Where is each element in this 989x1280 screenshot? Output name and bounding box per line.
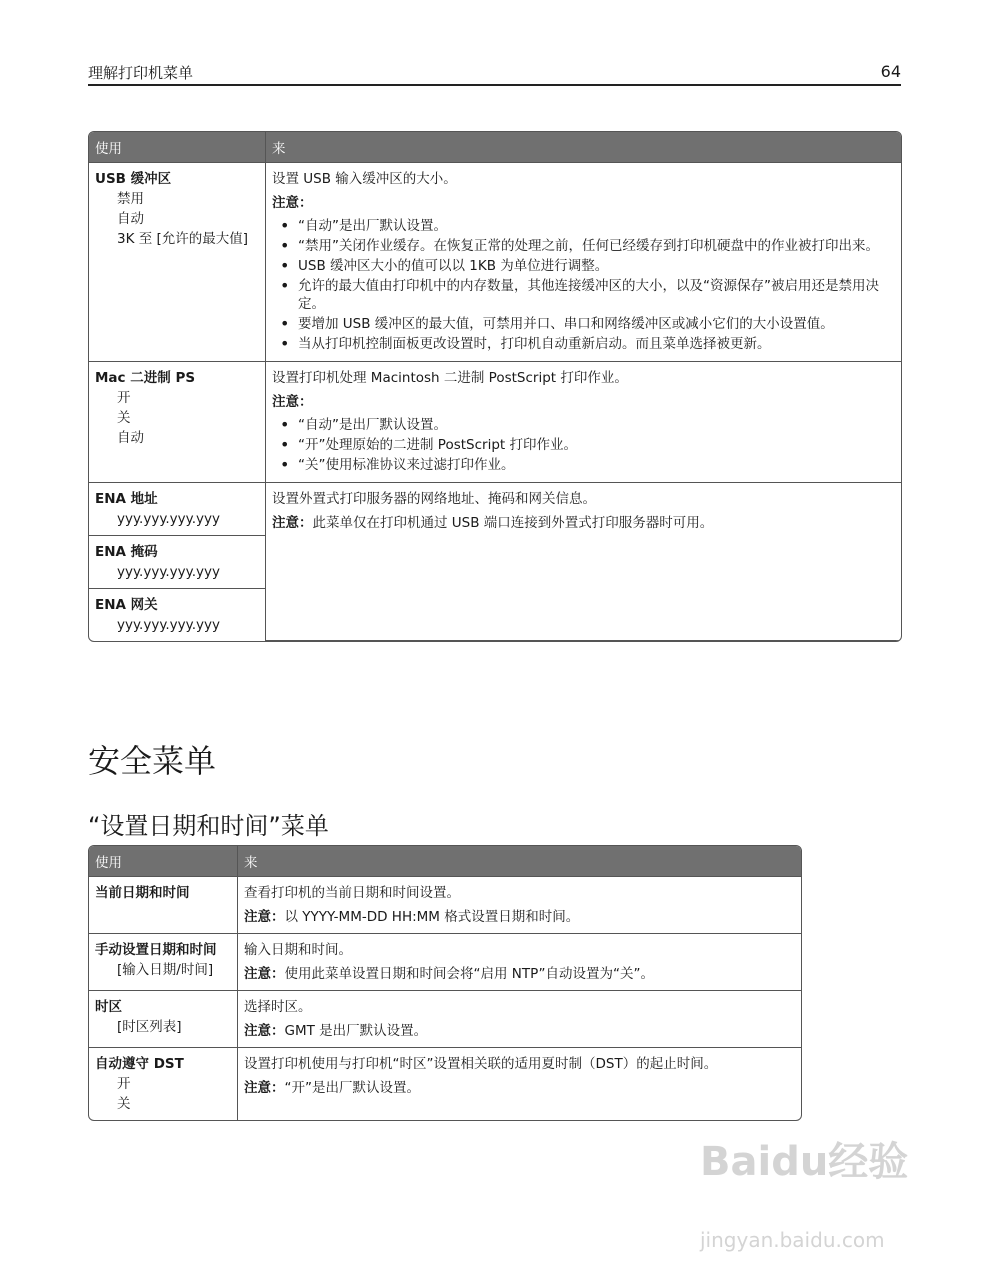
note-label: 注意：	[244, 909, 285, 925]
header-rule	[88, 84, 901, 86]
menu-option: 自动	[117, 430, 144, 446]
menu-option: 关	[117, 1096, 131, 1112]
watermark-url: jingyan.baidu.com	[700, 1228, 885, 1252]
menu-item-name: Mac 二进制 PS	[95, 370, 196, 386]
description-text: 设置打印机使用与打印机“时区”设置相关联的适用夏时制（DST）的起止时间。	[244, 1056, 718, 1072]
table-header-row	[89, 132, 901, 163]
menu-item-cell	[89, 991, 237, 1048]
table-row-mac-binary-ps	[89, 362, 901, 483]
menu-table-network	[88, 131, 902, 642]
notes-label: 注意：	[272, 195, 313, 211]
note-label: 注意：	[272, 515, 313, 531]
description-cell	[265, 483, 901, 641]
menu-item-name: 时区	[95, 999, 122, 1015]
subsection-heading: “设置日期和时间”菜单	[88, 812, 329, 840]
description-cell	[237, 934, 801, 991]
menu-item-cell	[89, 483, 265, 536]
note-line	[244, 1021, 795, 1041]
running-header-title: 理解打印机菜单	[88, 64, 194, 82]
note-item: • “自动”是出厂默认设置。	[298, 217, 895, 235]
menu-item-name: ENA 网关	[95, 597, 158, 613]
description-text: 设置外置式打印服务器的网络地址、掩码和网关信息。	[272, 491, 596, 507]
menu-item-cell	[89, 362, 265, 483]
note-label: 注意：	[244, 1080, 285, 1096]
table-row-ena-address	[89, 483, 901, 536]
menu-item-name: 当前日期和时间	[95, 885, 190, 901]
note-label: 注意：	[244, 1023, 285, 1039]
table-row	[89, 934, 801, 991]
menu-table-date-time	[88, 845, 802, 1121]
menu-option: 关	[117, 410, 131, 426]
note-text: “开”是出厂默认设置。	[284, 1080, 420, 1096]
note-item: • 要增加 USB 缓冲区的最大值，可禁用并口、串口和网络缓冲区或减小它们的大小设置值。	[298, 315, 895, 333]
menu-option: yyy.yyy.yyy.yyy	[117, 564, 220, 580]
description-text: 查看打印机的当前日期和时间设置。	[244, 885, 460, 901]
table-row	[89, 1048, 801, 1120]
description-cell	[265, 163, 901, 362]
menu-option: 开	[117, 1076, 131, 1092]
note-label: 注意：	[244, 966, 285, 982]
description-cell	[237, 991, 801, 1048]
note-item: • “禁用”关闭作业缓存。在恢复正常的处理之前，任何已经缓存到打印机硬盘中的作业被打印出来。	[298, 237, 895, 255]
menu-option: 3K 至 [允许的最大值]	[117, 231, 249, 247]
column-header-use: 使用	[89, 846, 237, 877]
page-number: 64	[880, 62, 901, 81]
description-cell	[237, 1048, 801, 1120]
description-text: 选择时区。	[244, 999, 312, 1015]
menu-item-name: ENA 掩码	[95, 544, 158, 560]
note-text: GMT 是出厂默认设置。	[284, 1023, 428, 1039]
menu-item-cell	[89, 934, 237, 991]
note-line	[244, 907, 795, 927]
note-item: • “自动”是出厂默认设置。	[298, 416, 895, 434]
note-text: 此菜单仅在打印机通过 USB 端口连接到外置式打印服务器时可用。	[312, 515, 714, 531]
watermark-logo: Baidu经验	[700, 1139, 909, 1185]
menu-item-cell	[89, 536, 265, 589]
description-text: 设置打印机处理 Macintosh 二进制 PostScript 打印作业。	[272, 370, 628, 386]
notes-label: 注意：	[272, 394, 313, 410]
note-text: 以 YYYY-MM-DD HH:MM 格式设置日期和时间。	[284, 909, 580, 925]
table-row-usb-buffer	[89, 163, 901, 362]
note-line	[244, 964, 795, 984]
note-item: • USB 缓冲区大小的值可以以 1KB 为单位进行调整。	[298, 257, 895, 275]
menu-option: yyy.yyy.yyy.yyy	[117, 617, 220, 633]
menu-option: yyy.yyy.yyy.yyy	[117, 511, 220, 527]
menu-item-name: 自动遵守 DST	[95, 1056, 184, 1072]
note-item: • 当从打印机控制面板更改设置时，打印机自动重新启动。而且菜单选择被更新。	[298, 335, 895, 353]
notes-list	[272, 416, 895, 474]
note-item: • 允许的最大值由打印机中的内存数量，其他连接缓冲区的大小，以及“资源保存”被启用还是禁用决定。	[298, 277, 895, 313]
menu-item-name: ENA 地址	[95, 491, 158, 507]
description-text: 设置 USB 输入缓冲区的大小。	[272, 171, 457, 187]
note-text: 使用此菜单设置日期和时间会将“启用 NTP”自动设置为“关”。	[284, 966, 655, 982]
menu-option: [输入日期/时间]	[117, 962, 214, 978]
section-heading: 安全菜单	[88, 742, 217, 780]
menu-item-cell	[89, 877, 237, 934]
menu-option: 开	[117, 390, 131, 406]
menu-item-cell	[89, 163, 265, 362]
notes-list	[272, 217, 895, 353]
note-line	[272, 513, 895, 533]
note-line	[244, 1078, 795, 1098]
description-text: 输入日期和时间。	[244, 942, 352, 958]
table-row	[89, 991, 801, 1048]
menu-item-cell	[89, 589, 265, 641]
description-cell	[265, 362, 901, 483]
description-cell	[237, 877, 801, 934]
menu-item-name: 手动设置日期和时间	[95, 942, 217, 958]
table-row	[89, 877, 801, 934]
menu-option: 禁用	[117, 191, 144, 207]
menu-item-name: USB 缓冲区	[95, 171, 172, 187]
menu-option: 自动	[117, 211, 144, 227]
menu-option: [时区列表]	[117, 1019, 182, 1035]
note-item: • “开”处理原始的二进制 PostScript 打印作业。	[298, 436, 895, 454]
menu-item-cell	[89, 1048, 237, 1120]
column-header-use: 使用	[89, 132, 265, 163]
column-header-to: 来	[237, 846, 801, 877]
column-header-to: 来	[265, 132, 901, 163]
note-item: • “关”使用标准协议来过滤打印作业。	[298, 456, 895, 474]
table-header-row	[89, 846, 801, 877]
